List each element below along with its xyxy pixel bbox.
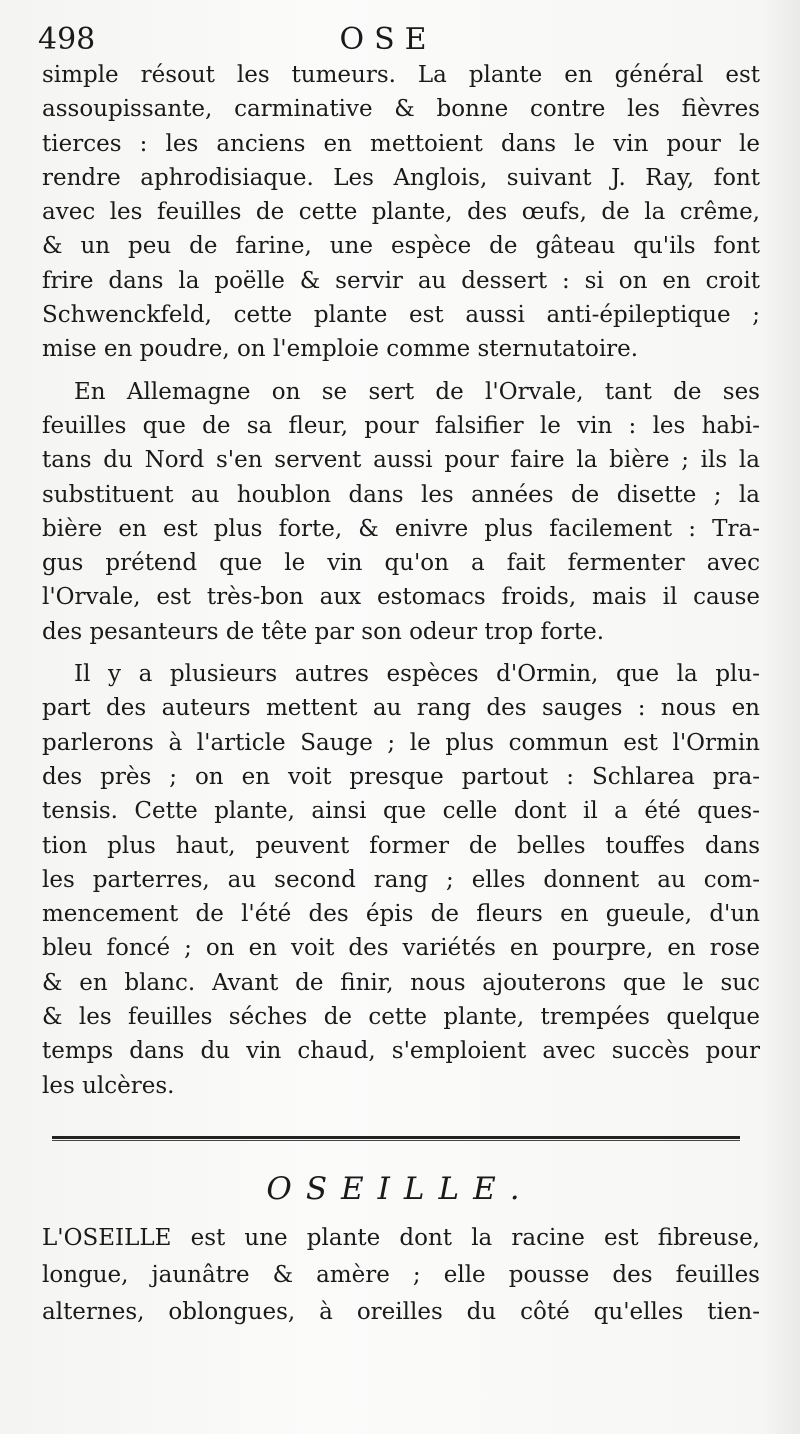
text-line: assoupissante, carminative & bonne contre les fièvres — [42, 96, 760, 123]
text-line: des pesanteurs de tête par son odeur trop forte. — [42, 618, 605, 645]
text-line: & en blanc. Avant de finir, nous ajouterons que le suc — [42, 969, 760, 996]
text-line: Il y a plusieurs autres espèces d'Ormin, que la plu- — [74, 661, 760, 688]
text-line: tierces : les anciens en mettoient dans le vin pour le — [42, 130, 760, 157]
text-line: les ulcères. — [42, 1072, 175, 1099]
text-line: gus prétend que le vin qu'on a fait fermenter avec — [42, 550, 760, 577]
text-line: simple résout les tumeurs. La plante en général est — [42, 62, 760, 88]
text-line: longue, jaunâtre & amère ; elle pousse des feuilles — [42, 1262, 760, 1288]
text-line: rendre aphrodisiaque. Les Anglois, suivant J. Ray, font — [42, 164, 760, 191]
text-line: mise en poudre, on l'emploie comme sternutatoire. — [42, 336, 639, 363]
text-line: temps dans du vin chaud, s'emploient avec succès pour — [42, 1038, 760, 1065]
text-line: tans du Nord s'en servent aussi pour faire la bière ; ils la — [42, 447, 760, 474]
text-line: & les feuilles séches de cette plante, trempées quelque — [42, 1004, 760, 1031]
text-line: substituent au houblon dans les années de disette ; la — [42, 481, 760, 508]
text-line: En Allemagne on se sert de l'Orvale, tant de ses — [74, 378, 760, 405]
text-line: les parterres, au second rang ; elles donnent au com- — [42, 866, 760, 893]
text-line: parlerons à l'article Sauge ; le plus commun est l'Ormin — [42, 729, 760, 756]
text-line: l'Orvale, est très-bon aux estomacs froids, mais il cause — [42, 584, 760, 611]
section-text — [42, 1220, 760, 1331]
text-line: alternes, oblongues, à oreilles du côté qu'elles tien- — [42, 1299, 760, 1325]
page-number: 498 — [38, 22, 96, 57]
text-line: L'OSEILLE est une plante dont la racine est fibreuse, — [42, 1225, 760, 1251]
text-line: part des auteurs mettent au rang des sauges : nous en — [42, 695, 760, 722]
section-divider-rule — [52, 1136, 740, 1139]
running-head: OSE — [339, 22, 437, 57]
text-line: bleu foncé ; on en voit des variétés en pourpre, en rose — [42, 935, 760, 962]
text-line: feuilles que de sa fleur, pour falsifier le vin : les habi- — [42, 412, 760, 439]
body-text — [42, 58, 760, 1103]
text-line: Schwenckfeld, cette plante est aussi anti-épileptique ; — [42, 302, 760, 329]
text-line: avec les feuilles de cette plante, des œufs, de la crême, — [42, 199, 760, 226]
page-header — [38, 20, 738, 60]
section-heading: OSEILLE. — [266, 1171, 534, 1207]
text-line: bière en est plus forte, & enivre plus facilement : Tra- — [42, 515, 760, 542]
text-line: des près ; on en voit presque partout : Schlarea pra- — [42, 763, 760, 790]
text-line: tensis. Cette plante, ainsi que celle dont il a été ques- — [42, 798, 760, 825]
text-line: mencement de l'été des épis de fleurs en gueule, d'un — [42, 901, 760, 928]
page-gutter-shadow — [760, 0, 800, 1434]
text-line: frire dans la poëlle & servir au dessert : si on en croit — [42, 267, 760, 294]
text-line: tion plus haut, peuvent former de belles touffes dans — [42, 832, 760, 859]
text-line: & un peu de farine, une espèce de gâteau qu'ils font — [42, 233, 760, 260]
